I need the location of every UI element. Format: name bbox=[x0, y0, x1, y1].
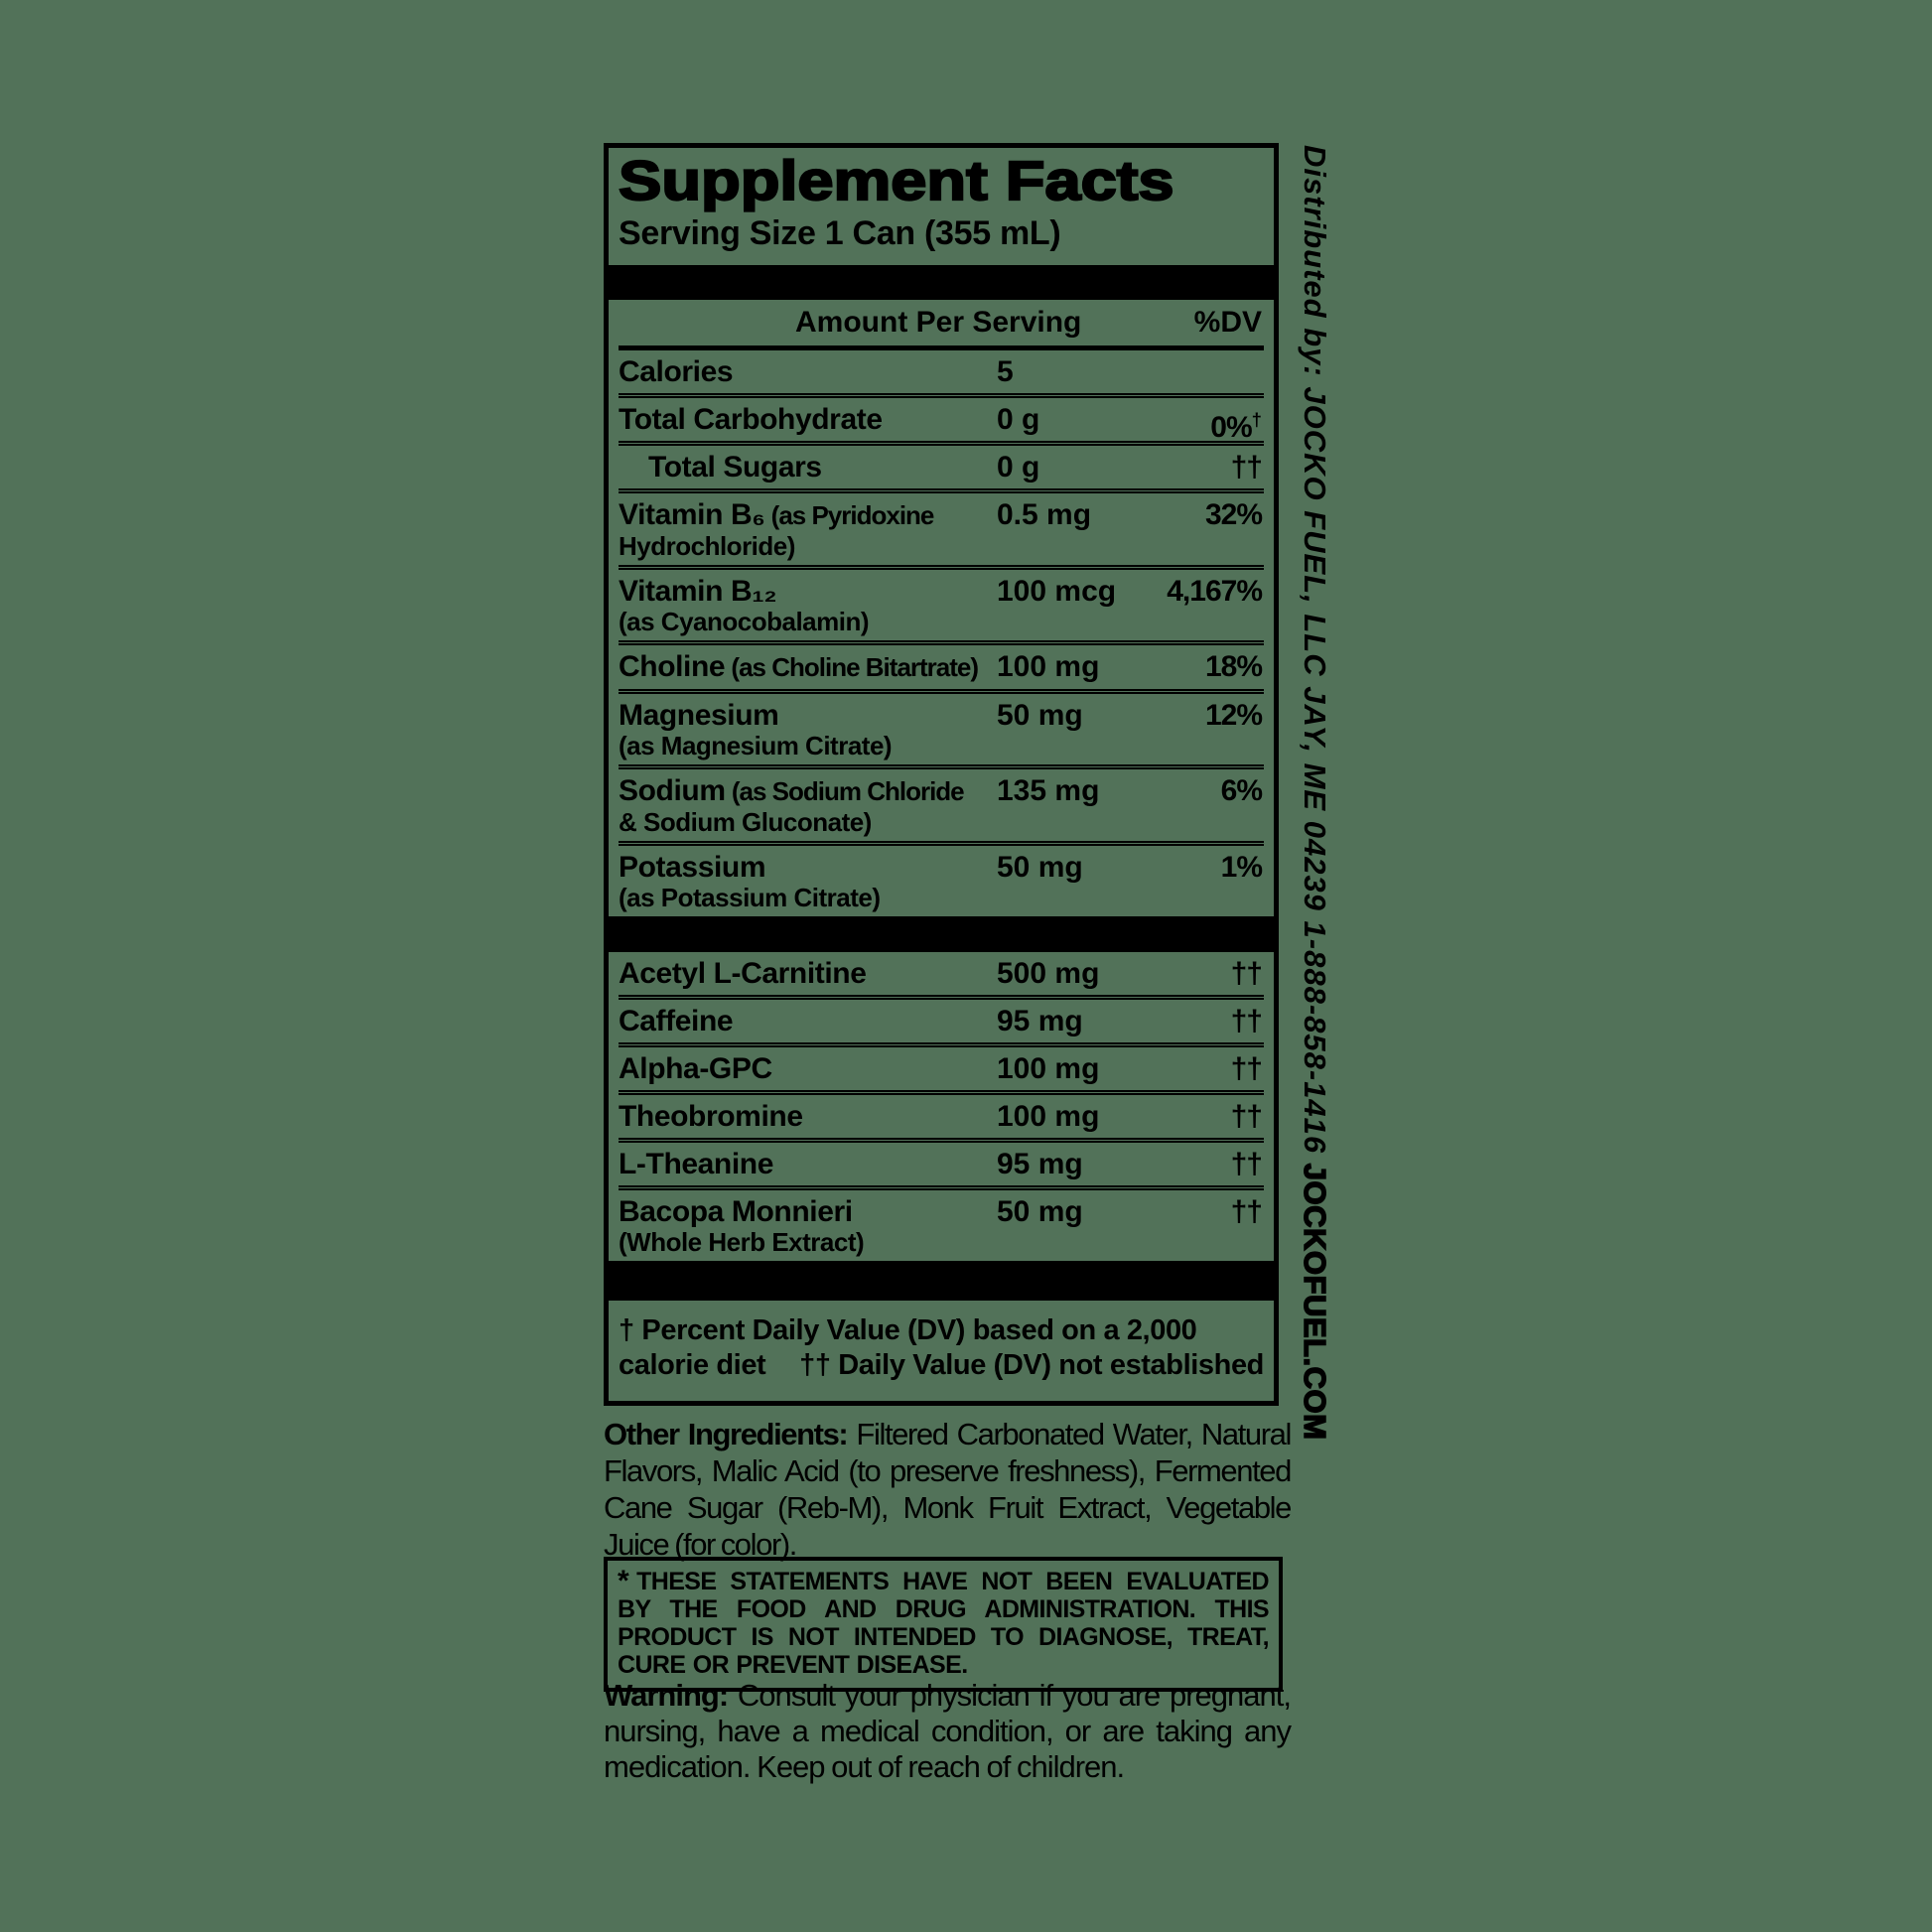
nutrient-name: Theobromine bbox=[619, 1100, 803, 1133]
nutrient-dv: 6% bbox=[1220, 774, 1262, 807]
nutrient-amount: 95 mg bbox=[997, 1148, 1083, 1180]
table-row bbox=[619, 1143, 1264, 1190]
section-divider-bar bbox=[609, 1261, 1274, 1301]
nutrient-amount: 100 mg bbox=[997, 650, 1100, 683]
nutrient-amount: 500 mg bbox=[997, 957, 1100, 990]
nutrient-source: (as Potassium Citrate) bbox=[619, 883, 881, 912]
nutrient-dv: †† bbox=[1230, 1052, 1262, 1085]
table-row bbox=[619, 446, 1264, 493]
nutrient-name: Total Sugars bbox=[648, 451, 822, 483]
nutrient-dv: †† bbox=[1230, 1005, 1262, 1037]
table-header-row bbox=[619, 300, 1264, 350]
footnote-not-established: †† Daily Value (DV) not established bbox=[799, 1349, 1264, 1381]
nutrient-name: Vitamin B₁₂ (as Cyanocobalamin) bbox=[619, 575, 1264, 635]
other-ingredients-text: Filtered Carbonated Water, Natural Flavors, Malic Acid (to preserve freshness), Fermented Cane Sugar (Reb-M), Monk Fruit Extract, Vegetable Juice (for color). bbox=[604, 1417, 1291, 1562]
distributor-vertical-text bbox=[1287, 145, 1332, 1441]
table-row bbox=[619, 493, 1264, 570]
table-row bbox=[619, 398, 1264, 446]
warning-label: Warning: bbox=[604, 1678, 729, 1713]
nutrient-name: Bacopa Monnieri (Whole Herb Extract) bbox=[619, 1195, 1264, 1256]
warning-paragraph bbox=[604, 1678, 1291, 1785]
nutrient-dv: †† bbox=[1230, 957, 1262, 990]
nutrient-amount: 135 mg bbox=[997, 774, 1100, 807]
footnote-calorie-diet: calorie diet bbox=[619, 1349, 766, 1381]
table-row bbox=[619, 1000, 1264, 1047]
nutrient-name: Acetyl L-Carnitine bbox=[619, 957, 867, 990]
nutrient-amount: 100 mg bbox=[997, 1052, 1100, 1085]
nutrient-amount: 0.5 mg bbox=[997, 498, 1092, 531]
table-row bbox=[619, 846, 1264, 916]
distributor-website: JOCKOFUEL.COM bbox=[1298, 1163, 1332, 1441]
nutrient-name: Potassium (as Potassium Citrate) bbox=[619, 851, 1264, 911]
nutrient-name: Alpha-GPC bbox=[619, 1052, 772, 1085]
nutrient-amount: 100 mcg bbox=[997, 575, 1117, 608]
nutrient-amount: 50 mg bbox=[997, 1195, 1083, 1228]
nutrient-source: (as Cyanocobalamin) bbox=[619, 607, 870, 636]
table-row bbox=[619, 952, 1264, 1000]
other-ingredients bbox=[604, 1416, 1291, 1563]
double-dagger-mark: †† bbox=[799, 1349, 831, 1381]
dagger-mark: † bbox=[1251, 409, 1262, 430]
serving-size: Serving Size 1 Can (355 mL) bbox=[619, 214, 1061, 252]
nutrient-dv: †† bbox=[1230, 1100, 1262, 1133]
table-row bbox=[619, 350, 1264, 398]
nutrient-amount: 50 mg bbox=[997, 699, 1083, 732]
nutrient-dv: †† bbox=[1230, 1195, 1262, 1228]
distributor-address: Distributed by: JOCKO FUEL, LLC JAY, ME 04239 1-888-858-1416 bbox=[1298, 145, 1332, 1164]
nutrient-source: (as Choline Bitartrate) bbox=[725, 652, 979, 682]
nutrient-name: Sodium (as Sodium Chloride & Sodium Gluconate) bbox=[619, 774, 1264, 836]
nutrient-source: Hydrochloride) bbox=[619, 531, 795, 561]
warning-text: Consult your physician if you are pregnant, nursing, have a medical condition, or are taking any medication. Keep out of reach of children. bbox=[604, 1678, 1291, 1784]
nutrient-name: Vitamin B₆ (as Pyridoxine Hydrochloride) bbox=[619, 498, 1264, 560]
nutrient-name: Magnesium (as Magnesium Citrate) bbox=[619, 699, 1264, 759]
nutrients-table-main bbox=[619, 350, 1264, 916]
table-row bbox=[619, 1190, 1264, 1261]
nutrient-dv: †† bbox=[1230, 1148, 1262, 1180]
header-percent-dv: %DV bbox=[1193, 306, 1262, 339]
asterisk-mark: * bbox=[618, 1565, 629, 1597]
nutrient-name: Choline (as Choline Bitartrate) bbox=[619, 650, 979, 683]
supplement-facts-panel bbox=[604, 143, 1279, 1406]
nutrient-source: (as Magnesium Citrate) bbox=[619, 731, 893, 760]
header-amount-per-serving: Amount Per Serving bbox=[795, 306, 1082, 339]
fda-disclaimer-box bbox=[604, 1557, 1283, 1692]
nutrient-dv: 0%† bbox=[1210, 409, 1262, 444]
nutrient-amount: 0 g bbox=[997, 403, 1040, 436]
footnote-line-1: † Percent Daily Value (DV) based on a 2,000 bbox=[619, 1314, 1197, 1346]
nutrient-source: (Whole Herb Extract) bbox=[619, 1227, 865, 1257]
nutrient-amount: 5 bbox=[997, 355, 1014, 388]
nutrient-dv: 32% bbox=[1204, 498, 1262, 531]
nutrient-name: L-Theanine bbox=[619, 1148, 774, 1180]
nutrient-amount: 95 mg bbox=[997, 1005, 1083, 1037]
table-row bbox=[619, 570, 1264, 645]
nutrient-name: Total Carbohydrate bbox=[619, 403, 883, 436]
nutrient-dv: 18% bbox=[1204, 650, 1262, 683]
nutrient-amount: 0 g bbox=[997, 451, 1040, 483]
nutrient-amount: 50 mg bbox=[997, 851, 1083, 884]
nutrient-dv: 12% bbox=[1204, 699, 1262, 732]
nutrients-table-extra bbox=[619, 952, 1264, 1261]
nutrient-source: (as Sodium Chloride bbox=[725, 776, 964, 806]
nutrient-dv: 1% bbox=[1220, 851, 1262, 884]
table-row bbox=[619, 694, 1264, 769]
table-row bbox=[619, 1047, 1264, 1095]
nutrient-source: & Sodium Gluconate) bbox=[619, 807, 872, 837]
fda-disclaimer-text: THESE STATEMENTS HAVE NOT BEEN EVALUATED BY THE FOOD AND DRUG ADMINISTRATION. THIS PRODUCT IS NOT INTENDED TO DIAGNOSE, TREAT, CURE OR PREVENT DISEASE. bbox=[618, 1568, 1269, 1679]
nutrient-amount: 100 mg bbox=[997, 1100, 1100, 1133]
table-row bbox=[619, 1095, 1264, 1143]
nutrient-dv: 4,167% bbox=[1167, 575, 1262, 608]
table-row bbox=[619, 645, 1264, 694]
section-divider-bar bbox=[609, 916, 1274, 952]
nutrient-dv: †† bbox=[1230, 451, 1262, 483]
section-divider-bar bbox=[609, 265, 1274, 300]
nutrient-name: Calories bbox=[619, 355, 734, 388]
panel-title: Supplement Facts bbox=[619, 149, 1174, 211]
dv-footnote bbox=[619, 1301, 1264, 1383]
table-row bbox=[619, 769, 1264, 846]
nutrient-source: (as Pyridoxine bbox=[764, 500, 934, 530]
footnote-line-2 bbox=[619, 1348, 1264, 1383]
other-ingredients-label: Other Ingredients: bbox=[604, 1417, 848, 1451]
nutrient-name: Caffeine bbox=[619, 1005, 734, 1037]
dagger-mark: † bbox=[619, 1314, 634, 1346]
